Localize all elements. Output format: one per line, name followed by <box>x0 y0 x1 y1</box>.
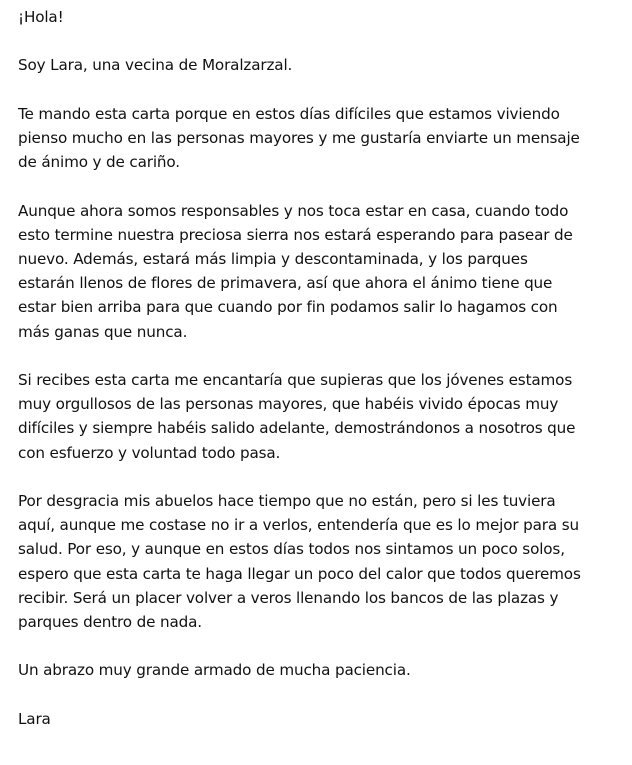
signature-line: Lara <box>18 709 51 728</box>
paragraph-line: salud. Por eso, y aunque en estos días todos nos sintamos un poco solos, <box>18 540 565 559</box>
paragraph-line: Por desgracia mis abuelos hace tiempo que no están, pero si les tuviera <box>18 491 556 510</box>
paragraph-2 <box>18 199 622 344</box>
closing-paragraph <box>18 658 622 682</box>
paragraph-line: Te mando esta carta porque en estos días difíciles que estamos viviendo <box>18 104 560 123</box>
paragraph-1 <box>18 102 622 175</box>
paragraph-4 <box>18 489 622 634</box>
signature <box>18 707 622 731</box>
paragraph-line: nuevo. Además, estará más limpia y descontaminada, y los parques <box>18 249 528 268</box>
closing-line: Un abrazo muy grande armado de mucha paciencia. <box>18 661 411 680</box>
paragraph-line: recibir. Será un placer volver a veros llenando los bancos de las plazas y <box>18 588 559 607</box>
greeting-line: ¡Hola! <box>18 8 64 26</box>
paragraph-line: estarán llenos de flores de primavera, así que ahora el ánimo tiene que <box>18 274 553 293</box>
paragraph-line: más ganas que nunca. <box>18 322 188 341</box>
paragraph-line: pienso mucho en las personas mayores y me gustaría enviarte un mensaje <box>18 128 580 147</box>
paragraph-line: espero que esta carta te haga llegar un poco del calor que todos queremos <box>18 564 581 583</box>
paragraph-line: Aunque ahora somos responsables y nos toca estar en casa, cuando todo <box>18 201 569 220</box>
paragraph-3 <box>18 368 622 465</box>
intro-paragraph <box>18 53 622 77</box>
paragraph-line: muy orgullosos de las personas mayores, que habéis vivido épocas muy <box>18 395 559 414</box>
paragraph-line: Si recibes esta carta me encantaría que supieras que los jóvenes estamos <box>18 370 573 389</box>
paragraph-line: esto termine nuestra preciosa sierra nos estará esperando para pasear de <box>18 225 573 244</box>
paragraph-line: de ánimo y de cariño. <box>18 153 180 172</box>
paragraph-line: aquí, aunque me costase no ir a verlos, entendería que es lo mejor para su <box>18 516 579 535</box>
intro-line: Soy Lara, una vecina de Moralzarzal. <box>18 56 293 75</box>
paragraph-line: parques dentro de nada. <box>18 613 202 631</box>
paragraph-line: con esfuerzo y voluntad todo pasa. <box>18 443 281 462</box>
paragraph-line: estar bien arriba para que cuando por fin podamos salir lo hagamos con <box>18 298 558 317</box>
paragraph-line: difíciles y siempre habéis salido adelante, demostrándonos a nosotros que <box>18 419 576 438</box>
greeting <box>18 5 622 29</box>
